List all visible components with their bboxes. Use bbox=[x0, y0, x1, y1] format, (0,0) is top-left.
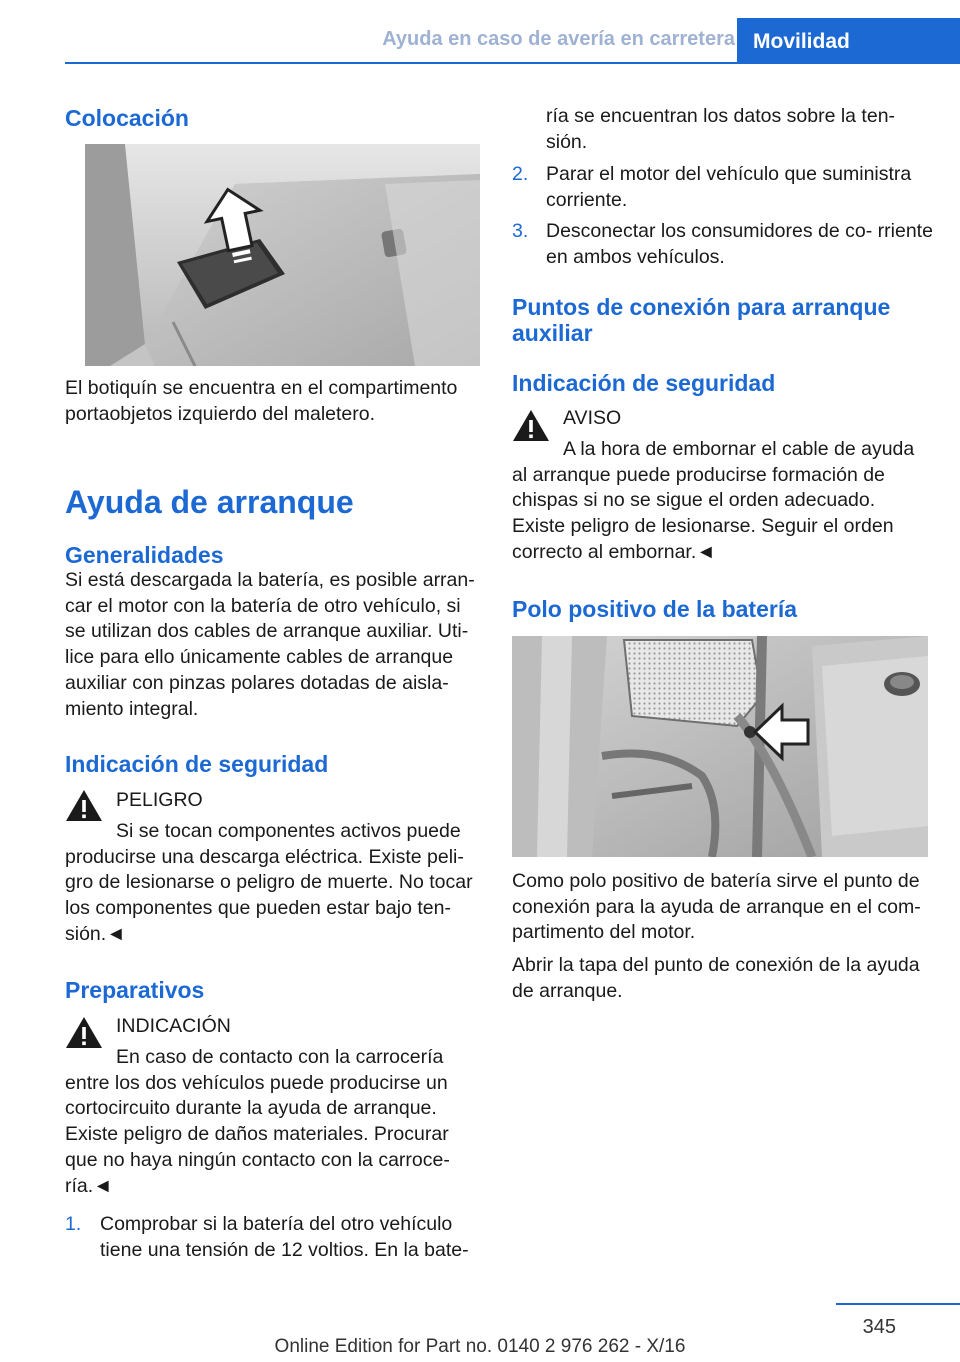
chapter-tab: Movilidad bbox=[737, 18, 960, 64]
step-3-text: Desconectar los consumidores de co- rriente en ambos vehículos. bbox=[546, 220, 933, 268]
engine-bay-image bbox=[512, 636, 928, 857]
abrir-tapa-text: Abrir la tapa del punto de conexión de la ayuda de arranque. bbox=[512, 954, 920, 1002]
aviso-label: AVISO bbox=[563, 407, 622, 429]
footer-edition: Online Edition for Part no. 0140 2 976 262 - X/16 bbox=[274, 1336, 686, 1357]
peligro-label: PELIGRO bbox=[116, 789, 203, 811]
step-2-text: Parar el motor del vehículo que suministra corriente. bbox=[546, 163, 912, 211]
colocacion-heading: Colocación bbox=[65, 105, 189, 131]
colocacion-text: El botiquín se encuentra en el compartimento portaobjetos izquierdo del maletero. bbox=[65, 377, 458, 425]
indicacion-label: INDICACIÓN bbox=[116, 1015, 231, 1037]
step-number: 3. bbox=[512, 220, 529, 242]
step-number: 2. bbox=[512, 163, 529, 185]
preparativos-heading: Preparativos bbox=[65, 977, 205, 1003]
running-header-section: Ayuda en caso de avería en carretera bbox=[382, 28, 735, 50]
peligro-text: Si se tocan componentes activos puede producirse una descarga eléctrica. Existe peli- gro de lesionarse o peligro de muerte. No tocar los componentes que pueden estar bajo ten- sión.◄ bbox=[65, 820, 473, 945]
puntos-conexion-heading: Puntos de conexión para arranque auxiliar bbox=[512, 294, 891, 346]
step-1-continued: ría se encuentran los datos sobre la ten- sión. bbox=[546, 105, 896, 153]
ayuda-arranque-heading: Ayuda de arranque bbox=[65, 484, 354, 520]
polo-positivo-text: Como polo positivo de batería sirve el punto de conexión para la ayuda de arranque en el com- partimento del motor. bbox=[512, 870, 921, 944]
aviso-text: A la hora de embornar el cable de ayuda al arranque puede producirse formación de chispas si no se sigue el orden adecuado. Existe peligro de lesionarse. Seguir el orden correcto al embornar.◄ bbox=[512, 438, 915, 563]
polo-positivo-heading: Polo positivo de la batería bbox=[512, 596, 798, 622]
step-1-text: Comprobar si la batería del otro vehículo tiene una tensión de 12 voltios. En la bate- bbox=[100, 1213, 469, 1261]
page-number: 345 bbox=[862, 1316, 896, 1338]
step-number: 1. bbox=[65, 1213, 82, 1235]
generalidades-heading: Generalidades bbox=[65, 542, 224, 568]
header-rule bbox=[65, 62, 737, 64]
generalidades-text: Si está descargada la batería, es posible arran- car el motor con la batería de otro vehículo, si se utilizan dos cables de arranque auxiliar. Uti- lice para ello únicamente cables de arranque auxiliar con pinzas polares dotadas de aisla- miento integral. bbox=[65, 569, 475, 720]
footer-rule bbox=[836, 1303, 960, 1305]
seguridad-heading-left: Indicación de seguridad bbox=[65, 751, 329, 777]
indicacion-text: En caso de contacto con la carrocería entre los dos vehículos puede producirse un cortocircuito durante la ayuda de arranque. Existe peligro de daños materiales. Procurar que no haya ningún contacto con la carroce- ría.◄ bbox=[65, 1046, 450, 1197]
seguridad-heading-right: Indicación de seguridad bbox=[512, 370, 776, 396]
trunk-first-aid-image bbox=[85, 144, 480, 366]
